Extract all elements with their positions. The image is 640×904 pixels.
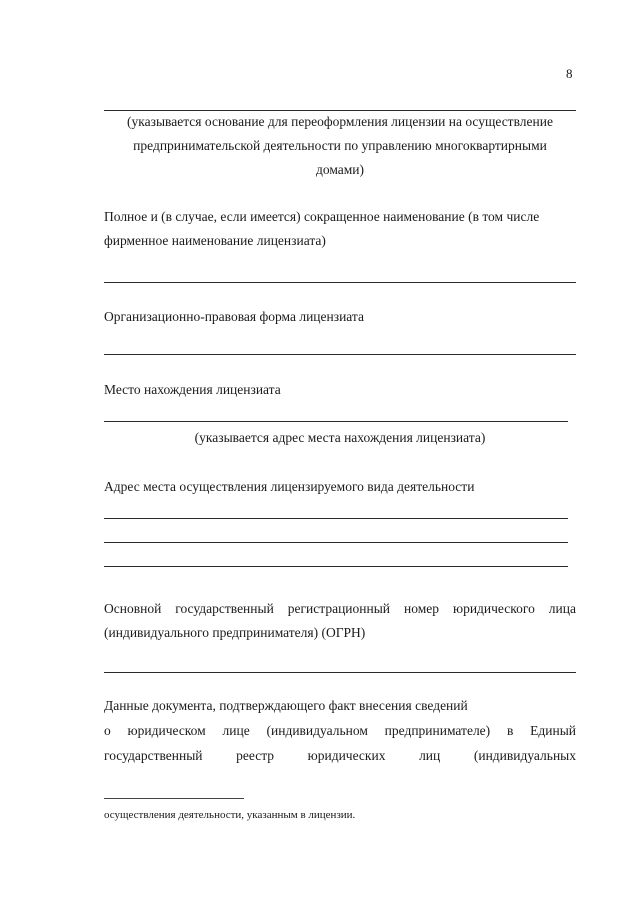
footnote-separator <box>104 798 244 799</box>
registry-doc-label-line3 <box>104 748 576 764</box>
location-input-line[interactable] <box>104 421 568 422</box>
ogrn-input-line[interactable] <box>104 672 576 673</box>
page-number: 8 <box>566 66 573 81</box>
full-name-input-line[interactable] <box>104 282 576 283</box>
ogrn-label-line2: (индивидуального предпринимателя) (ОГРН) <box>104 625 366 640</box>
basis-hint-line3: домами) <box>315 162 365 177</box>
registry-word: лиц <box>419 748 441 763</box>
ogrn-label-line1 <box>104 601 576 617</box>
org-form-label: Организационно-правовая форма лицензиата <box>104 309 364 324</box>
ogrn-word: Основной <box>104 601 162 616</box>
registry-word: юридических <box>307 748 386 763</box>
registry-word: реестр <box>236 748 275 763</box>
activity-address-input-line-1[interactable] <box>104 518 568 519</box>
ogrn-word: юридического <box>452 601 535 616</box>
full-name-label-line2: фирменное наименование лицензиата) <box>104 233 326 248</box>
registry-word: о <box>104 723 111 738</box>
footnote-text: осуществления деятельности, указанным в лицензии. <box>104 809 356 821</box>
activity-address-input-line-3[interactable] <box>104 566 568 567</box>
ogrn-word: лица <box>548 601 576 616</box>
ogrn-word: регистрационный <box>287 601 391 616</box>
org-form-input-line[interactable] <box>104 354 576 355</box>
ogrn-word: государственный <box>175 601 274 616</box>
registry-word: государственный <box>104 748 203 763</box>
basis-hint-line2: предпринимательской деятельности по управлению многоквартирными <box>133 138 547 153</box>
full-name-label-line1: Полное и (в случае, если имеется) сокращенное наименование (в том числе <box>104 209 540 224</box>
registry-word: предпринимателе) <box>384 723 491 738</box>
registry-word: в <box>506 723 514 738</box>
ogrn-word: номер <box>404 601 440 616</box>
registry-word: Единый <box>530 723 576 738</box>
registry-word: лице <box>222 723 250 738</box>
registry-word: (индивидуальном <box>266 723 368 738</box>
registry-word: (индивидуальных <box>473 748 576 763</box>
registry-word: юридическом <box>127 723 206 738</box>
location-hint: (указывается адрес места нахождения лицензиата) <box>194 430 486 445</box>
location-label: Место нахождения лицензиата <box>104 382 281 397</box>
basis-hint-line1: (указывается основание для переоформления лицензии на осуществление <box>127 114 553 129</box>
activity-address-input-line-2[interactable] <box>104 542 568 543</box>
basis-input-line[interactable] <box>104 110 576 111</box>
activity-address-label: Адрес места осуществления лицензируемого вида деятельности <box>104 479 475 494</box>
registry-doc-label-line1: Данные документа, подтверждающего факт внесения сведений <box>104 698 468 713</box>
registry-doc-label-line2 <box>104 723 576 739</box>
